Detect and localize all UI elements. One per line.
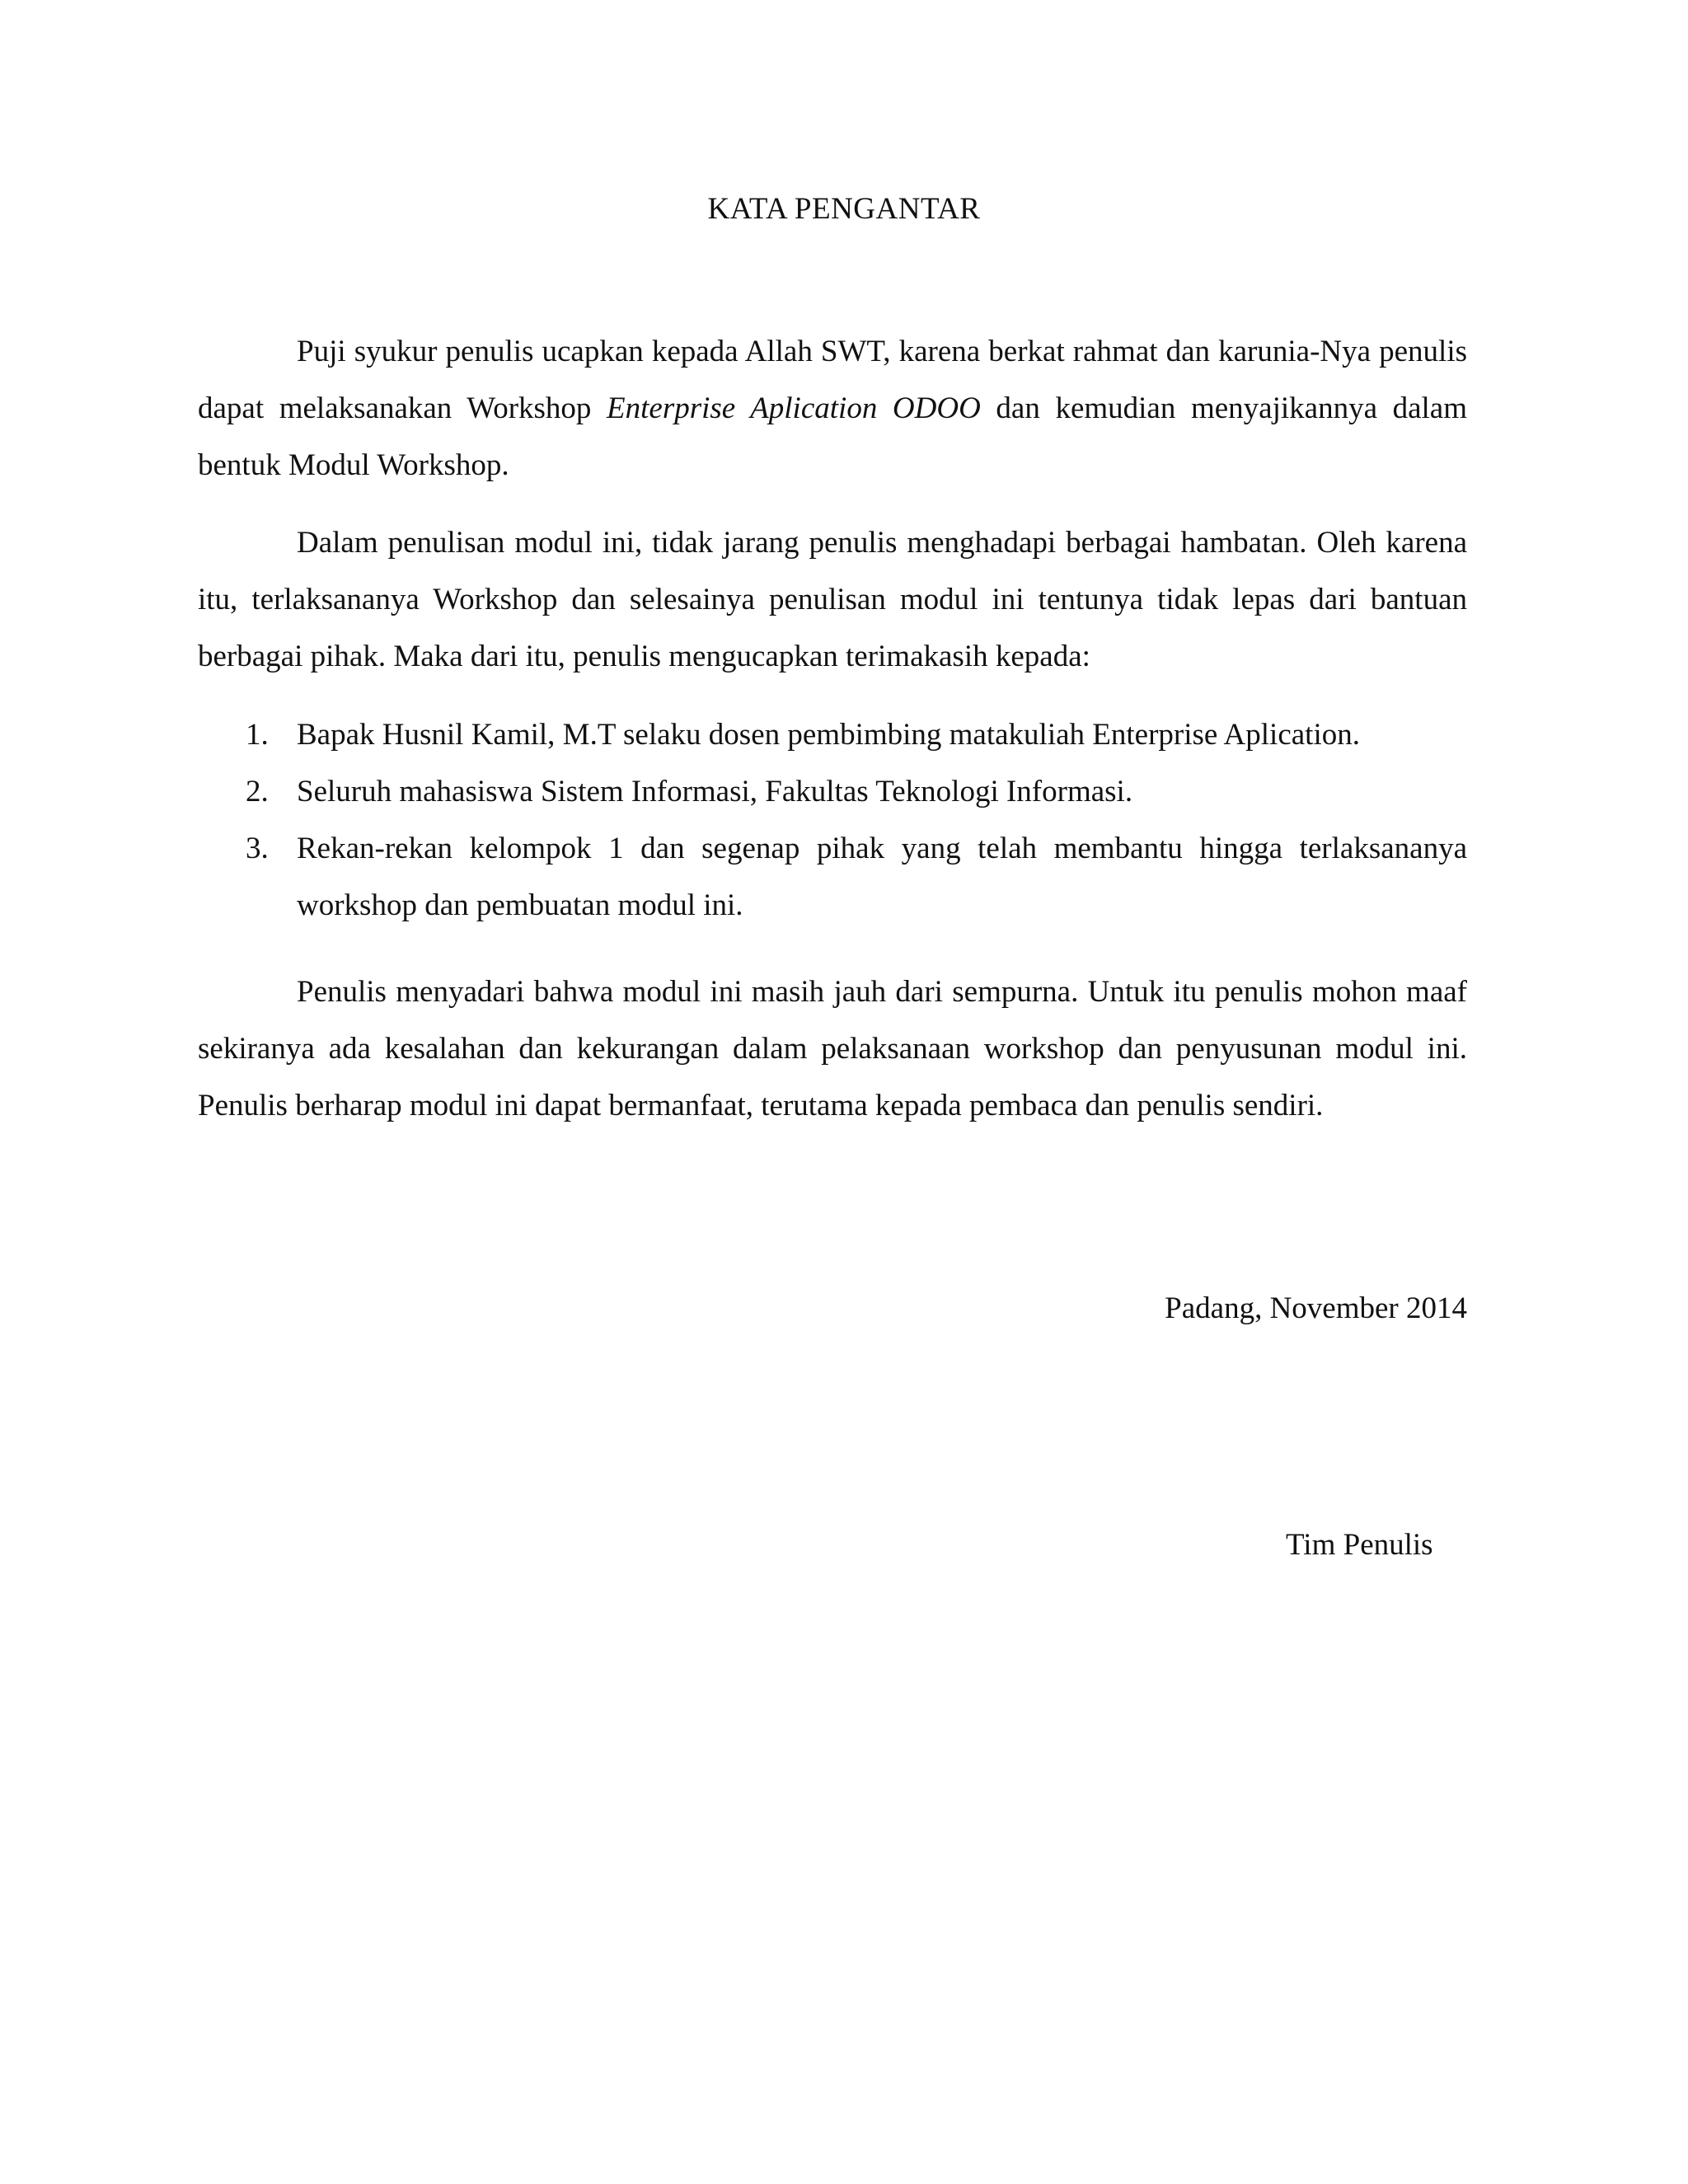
paragraph-closing: Penulis menyadari bahwa modul ini masih jauh dari sempurna. Untuk itu penulis mohon maaf sekiranya ada kesalahan dan kekurangan dalam pelaksanaan workshop dan penyusunan modul ini. Penulis berharap modul ini dapat bermanfaat, terutama kepada pembaca dan penulis sendiri. xyxy=(198,975,1467,1122)
paragraph-intro-italic: Enterprise Aplication ODOO xyxy=(607,391,981,425)
paragraph-intro-start: Puji syukur penulis ucapkan kepada Allah SWT, karena berkat rahmat dan karunia-Nya penulis dapat melaksanakan Workshop xyxy=(198,335,1467,425)
paragraph-intro xyxy=(198,323,1467,494)
list-item-number: 1. xyxy=(246,718,269,752)
list-item-text: Bapak Husnil Kamil, M.T selaku dosen pembimbing matakuliah Enterprise Aplication. xyxy=(297,718,1360,752)
list-item xyxy=(198,820,1467,934)
list-item-text: Rekan-rekan kelompok 1 dan segenap pihak yang telah membantu hingga terlaksananya workshop dan pembuatan modul ini. xyxy=(297,832,1467,922)
paragraph-acknowledgement: Dalam penulisan modul ini, tidak jarang penulis menghadapi berbagai hambatan. Oleh karena itu, terlaksananya Workshop dan selesainya penulisan modul ini tentunya tidak lepas dari bantuan berbagai pihak. Maka dari itu, penulis mengucapkan terimakasih kepada: xyxy=(198,526,1467,673)
list-item-text: Seluruh mahasiswa Sistem Informasi, Fakultas Teknologi Informasi. xyxy=(297,775,1133,808)
author-signature: Tim Penulis xyxy=(1286,1528,1433,1562)
list-item xyxy=(198,763,1467,820)
paragraph-intro-end: dan kemudian menyajikannya dalam bentuk Modul Workshop. xyxy=(198,391,1467,482)
list-item-number: 2. xyxy=(246,775,269,808)
thanks-list xyxy=(198,706,1467,934)
list-item xyxy=(198,706,1467,763)
place-date: Padang, November 2014 xyxy=(1165,1291,1467,1325)
page-title: KATA PENGANTAR xyxy=(707,192,981,226)
list-item-number: 3. xyxy=(246,832,269,865)
